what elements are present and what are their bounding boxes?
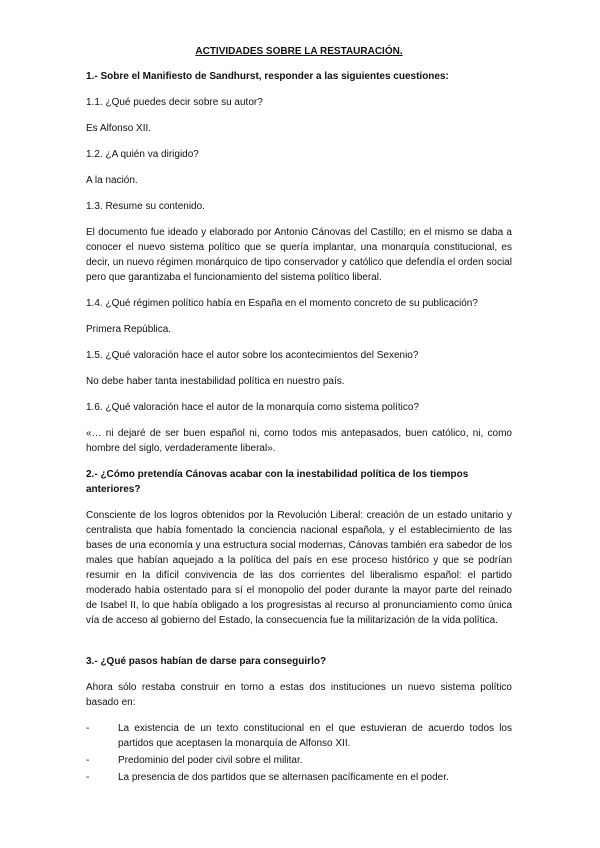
list-item-text: Predominio del poder civil sobre el militar. (118, 755, 303, 766)
question-1-5: 1.5. ¿Qué valoración hace el autor sobre los acontecimientos del Sexenio? (86, 350, 419, 361)
answer-2: Consciente de los logros obtenidos por la Revolución Liberal: creación de un estado unitario y centralista que había fomentado la conciencia nacional española, y el establecimiento de las bases de una economía y una estructura social modernas, Cánovas también era sabedor de los males que habían aquejado a la política del país en ese proceso histórico y que se podrían resumir en la difícil convivencia de las dos corrientes del liberalismo español: el partido moderado había ostentado para sí el monopolio del poder durante la mayor parte del reinado de Isabel II, lo que había obligado a los progresistas al recurso al pronunciamiento como única vía de acceso al gobierno del Estado, la consecuencia fue la militarización de la vida política. (86, 510, 512, 626)
section-3-heading: 3.- ¿Qué pasos habían de darse para conseguirlo? (86, 656, 327, 667)
list-item (86, 721, 512, 751)
question-1-1: 1.1. ¿Qué puedes decir sobre su autor? (86, 97, 263, 108)
answer-3-intro: Ahora sólo restaba construir en torno a estas dos instituciones un nuevo sistema político basado en: (86, 682, 512, 708)
section-2-heading: 2.- ¿Cómo pretendía Cánovas acabar con la inestabilidad política de los tiempos anteriores? (86, 469, 469, 495)
answer-1-2: A la nación. (86, 175, 138, 186)
answer-1-6: «… ni dejaré de ser buen español ni, como todos mis antepasados, buen católico, ni, como hombre del siglo, verdaderamente liberal». (86, 428, 512, 454)
list-item-text: La presencia de dos partidos que se alternasen pacíficamente en el poder. (118, 772, 449, 783)
section-1-heading: 1.- Sobre el Manifiesto de Sandhurst, responder a las siguientes cuestiones: (86, 71, 449, 82)
answer-1-4: Primera República. (86, 324, 172, 335)
answer-1-1: Es Alfonso XII. (86, 123, 152, 134)
bullet-dash: - (86, 772, 90, 783)
bullet-dash: - (86, 755, 90, 766)
list-item-text: La existencia de un texto constitucional en el que estuvieran de acuerdo todos los partidos que aceptasen la monarquía de Alfonso XII. (118, 723, 512, 749)
answer-1-5: No debe haber tanta inestabilidad política en nuestro país. (86, 376, 345, 387)
list-item (86, 770, 512, 785)
document-title: ACTIVIDADES SOBRE LA RESTAURACIÓN. (195, 46, 403, 57)
list-item (86, 753, 512, 768)
question-1-6: 1.6. ¿Qué valoración hace el autor de la monarquía como sistema político? (86, 402, 419, 413)
question-1-4: 1.4. ¿Qué régimen político había en España en el momento concreto de su publicación? (86, 298, 478, 309)
bullet-list (86, 721, 512, 785)
question-1-3: 1.3. Resume su contenido. (86, 201, 205, 212)
answer-1-3: El documento fue ideado y elaborado por Antonio Cánovas del Castillo; en el mismo se daba a conocer el nuevo sistema político que se quería implantar, una monarquía constitucional, es decir, un nuevo régimen monárquico de tipo conservador y católico que defendía el orden social pero que garantizaba el funcionamiento del sistema político liberal. (86, 227, 512, 283)
bullet-dash: - (86, 723, 90, 734)
question-1-2: 1.2. ¿A quién va dirigido? (86, 149, 199, 160)
